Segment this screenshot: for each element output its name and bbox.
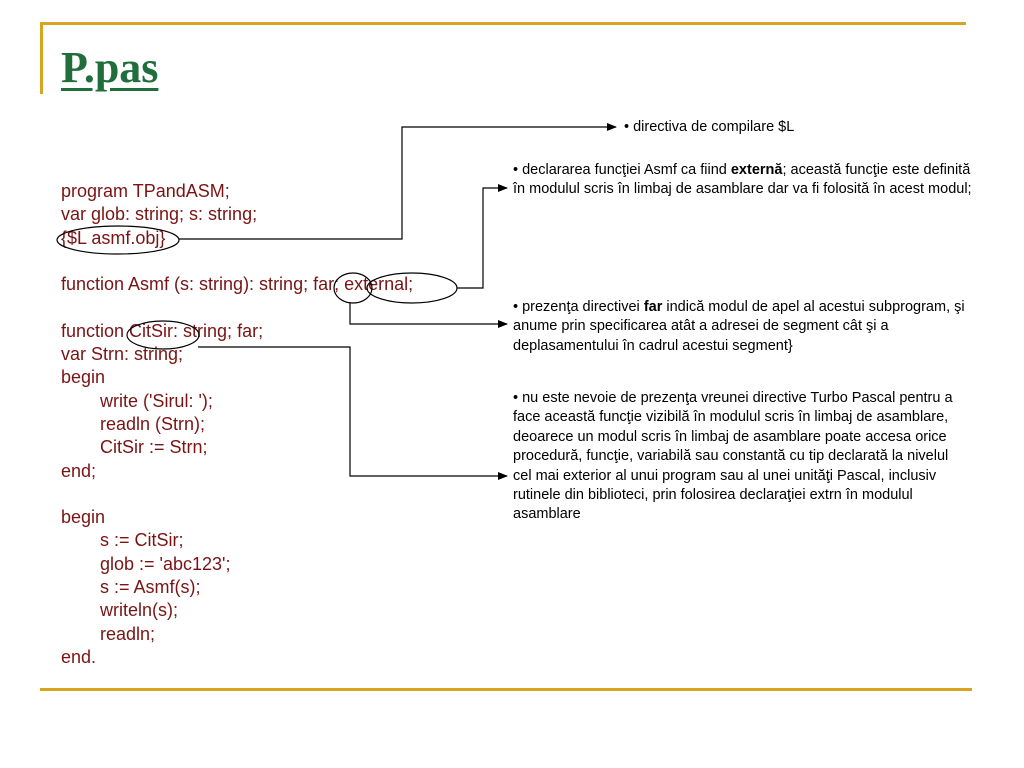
arrow-to-visibility-note [198, 347, 507, 476]
highlight-ellipse-external [367, 273, 457, 303]
slide-title: P.pas [61, 43, 159, 92]
code-line: s := Asmf(s); [100, 577, 201, 598]
code-line: readln; [100, 623, 156, 644]
code-line: program TPandASM; [61, 181, 230, 201]
code-line: begin [61, 507, 106, 528]
code-line: readln (Strn); [100, 413, 206, 434]
highlight-ellipse-far [334, 273, 372, 303]
highlight-ellipse-citsir [127, 321, 199, 349]
code-line: var Strn: string; [61, 344, 184, 365]
note-text: • declararea funcţiei Asmf ca fiind [513, 162, 731, 178]
code-line: end; [61, 460, 97, 481]
code-line: function Asmf (s: string): string; far; external; [61, 274, 414, 295]
note-text: • prezenţa directivei [513, 299, 644, 315]
arrow-to-compile-directive-note [179, 127, 616, 239]
highlight-ellipse-l-directive [57, 226, 179, 254]
note-text: ; această funcţie este definită în modulul scris în limbaj de asamblare dar va fi folosită în acest modul; [513, 162, 972, 198]
note-emphasis: externă [730, 162, 783, 178]
code-line: writeln(s); [100, 600, 179, 621]
code-line: function CitSir: string; far; [61, 320, 264, 341]
note-text: indică modul de apel al acestui subprogram, şi anume prin specificarea atât a adresei de segment cât şi a deplasamentului în cadrul acestui segment} [513, 299, 965, 354]
note-emphasis: far [643, 299, 663, 315]
code-line: s := CitSir; [100, 530, 184, 551]
code-line: var glob: string; s: string; [61, 204, 258, 225]
code-line: {$L asmf.obj} [61, 227, 166, 248]
note-text: • nu este nevoie de prezenţa vreunei directive Turbo Pascal pentru a face această funcţie vizibilă în modulul scris în limbaj de asamblare, deoarece un modul scris în limbaj de asamblare poate accesa orice procedură, funcţie, variabilă sau constantă cu tip declarată la nivelul cel mai exterior al unui program sau al unei unităţi Pascal, inclusiv rutinele din biblioteci, prin folosirea declaraţiei extrn în modulul asamblare [513, 390, 953, 523]
code-line: CitSir := Strn; [100, 437, 208, 458]
code-line: glob := 'abc123'; [100, 553, 231, 574]
code-line: write ('Sirul: '); [100, 390, 213, 411]
arrow-to-external-note [457, 188, 507, 288]
code-line: end. [61, 646, 97, 667]
note-text: • directiva de compilare $L [624, 119, 795, 135]
arrow-to-far-note [350, 303, 507, 324]
code-line: begin [61, 367, 106, 388]
